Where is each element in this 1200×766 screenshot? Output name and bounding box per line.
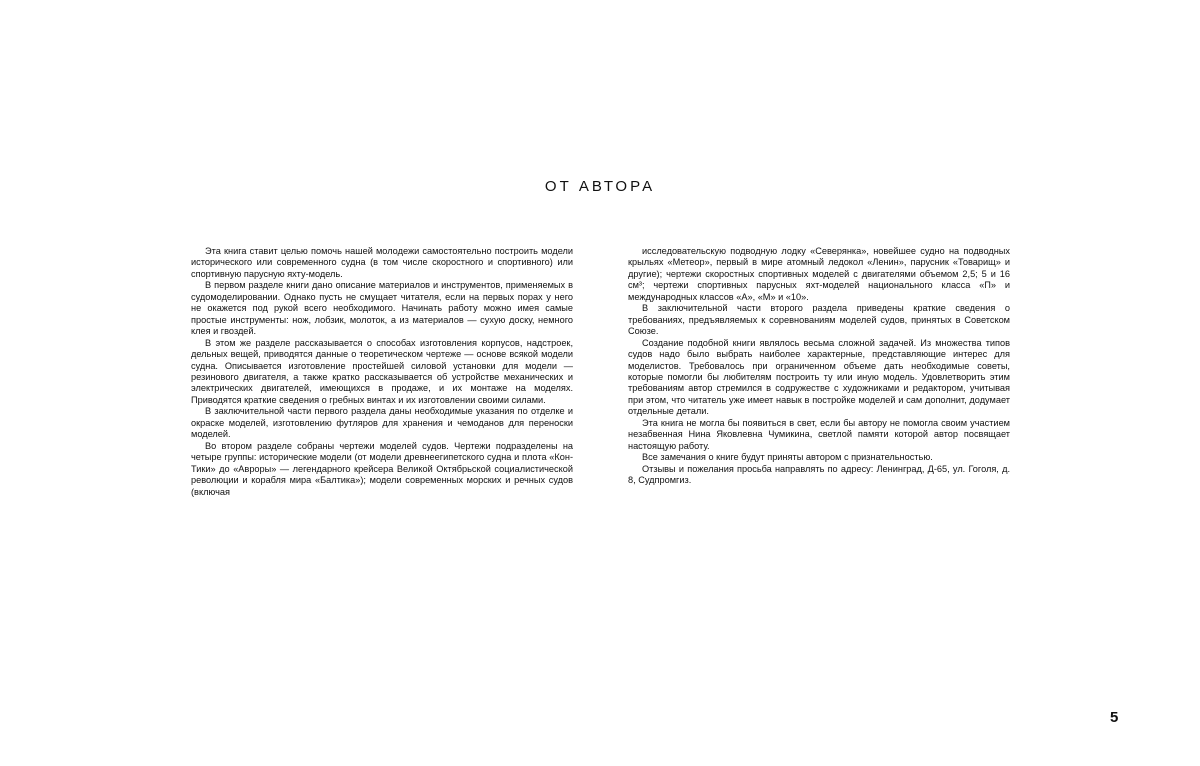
paragraph: Создание подобной книги являлось весьма сложной задачей. Из множества типов судов надо было выбрать наиболее характерные, представляющие интерес для моделистов. Требовалось при ограниченном объеме дать необходимые советы, которые помогли бы любителям построить ту или иную модель. Удовлетворить этим требованиям автор стремился в содружестве с художниками и редактором, учитывая при этом, что читатель уже имеет навык в постройке моделей и сам дополнит, додумает отдельные детали. (628, 337, 1010, 417)
right-text-column (628, 246, 1010, 487)
paragraph: В первом разделе книги дано описание материалов и инструментов, применяемых в судомоделировании. Однако пусть не смущает читателя, если на первых порах у него не окажется под рукой всего необходимого. Начинать работу можно имея самые простые инструменты: нож, лобзик, молоток, а из материалов — сухую доску, немного клея и гвоздей. (191, 280, 573, 337)
paragraph: Все замечания о книге будут приняты автором с признательностью. (642, 452, 933, 463)
paragraph: Во втором разделе собраны чертежи моделей судов. Чертежи подразделены на четыре группы: исторические модели (от модели древнеегипетского судна и плота «Кон-Тики» до «Авроры» — легендарного крейсера Великой Октябрьской социалистической революции и корабля мира «Балтика»); модели современных морских и речных судов (включая (191, 440, 573, 497)
paragraph: Отзывы и пожелания просьба направлять по адресу: Ленинград, Д-65, ул. Гоголя, д. 8, Судпромгиз. (628, 463, 1010, 486)
paragraph: В заключительной части второго раздела приведены краткие сведения о требованиях, предъявляемых к соревнованиям моделей судов, принятых в Советском Союзе. (628, 303, 1010, 337)
page-title: ОТ АВТОРА (544, 178, 656, 195)
left-text-column (191, 246, 573, 498)
paragraph: Эта книга ставит целью помочь нашей молодежи самостоятельно построить модели исторического или современного судна (в том числе скоростного и спортивного) или спортивную парусную яхту-модель. (191, 246, 573, 279)
paragraph: Эта книга не могла бы появиться в свет, если бы автору не помогла своим участием незабвенная Нина Яковлевна Чумикина, светлой памяти которой автор посвящает настоящую работу. (628, 417, 1010, 451)
paragraph: В заключительной части первого раздела даны необходимые указания по отделке и окраске моделей, изготовлению футляров для хранения и чемоданов для переноски моделей. (191, 406, 573, 440)
paragraph: исследовательскую подводную лодку «Северянка», новейшее судно на подводных крыльях «Метеор», первый в мире атомный ледокол «Ленин», парусник «Товарищ» и другие); чертежи скоростных спортивных моделей с двигателями объемом 2,5; 5 и 16 см³; чертежи спортивных парусных яхт-моделей национального класса «П» и международных классов «А», «М» и «10». (628, 246, 1010, 302)
paragraph: В этом же разделе рассказывается о способах изготовления корпусов, надстроек, дельных вещей, приводятся данные о теоретическом чертеже — основе всякой модели судна. Описывается изготовление простейшей силовой установки для модели — резинового двигателя, а также кратко рассказывается об устройстве механических и электрических двигателей, имеющихся в продаже, и их монтаже на моделях. Приводятся краткие сведения о гребных винтах и их изготовлении своими силами. (191, 337, 573, 405)
page-number: 5 (1110, 709, 1119, 726)
